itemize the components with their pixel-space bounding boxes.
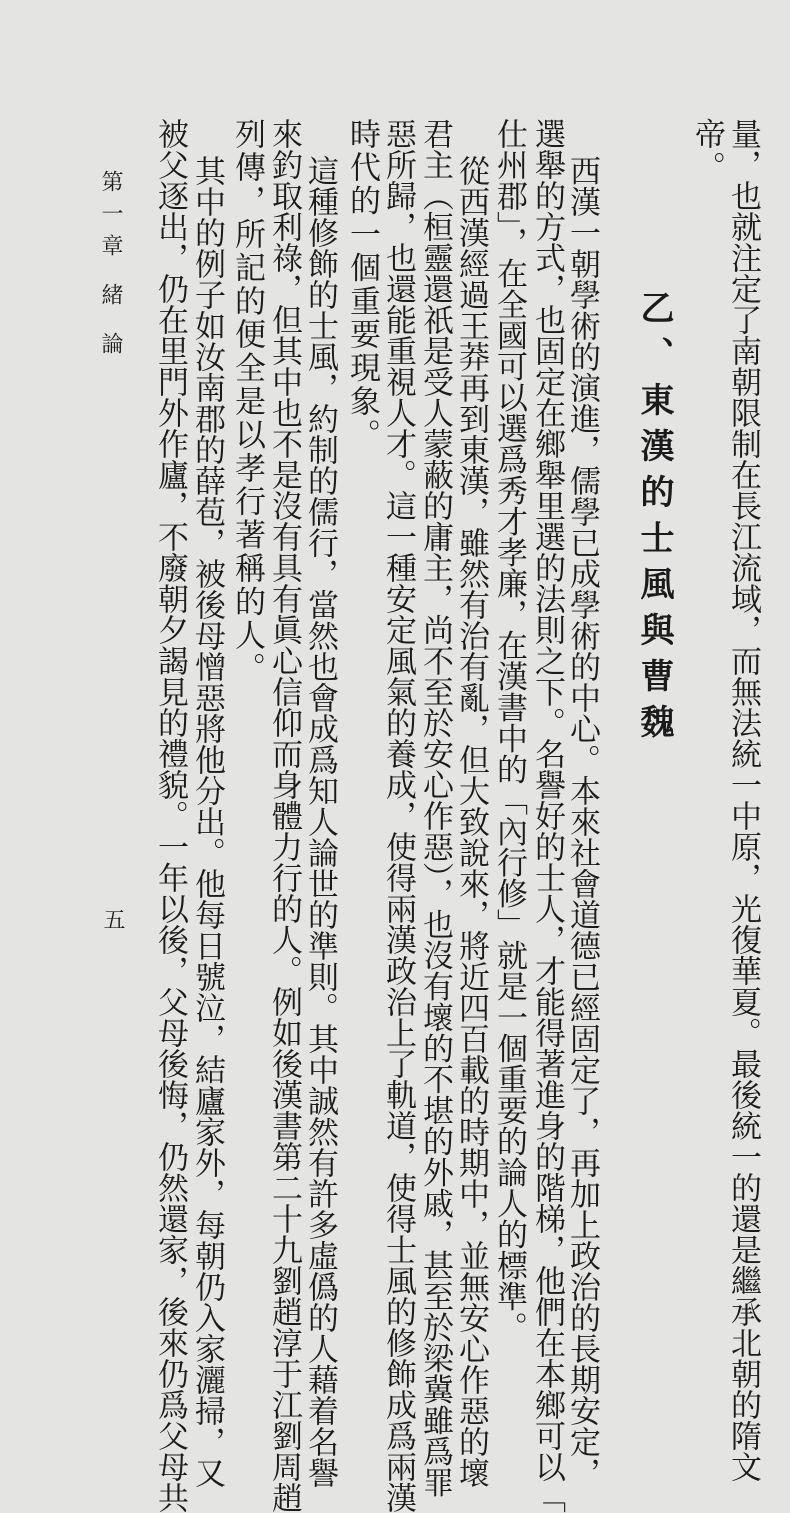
chapter-label: 第一章 緒 論 [98,170,123,364]
text-column: 仕州郡」，在全國可以選爲秀才孝廉，在漢書中的「內行修」就是一個重要的論人的標準。 [491,118,527,1343]
text-column: 被父逐出，仍在里門外作廬，不廢朝夕謁見的禮貌。一年以後，父母後悔，仍然還家，後來仍爲父母共 [152,118,188,1513]
text-column: 惡所歸，也還能重視人才。這一種安定風氣的養成，使得兩漢政治上了軌道，使得士風的修飾成爲兩漢 [380,118,416,1513]
text-column: 選舉的方式，也固定在鄉舉里選的法則之下。名譽好的士人，才能得著進身的階梯，他們在本鄉可以「 [529,118,565,1513]
text-column: 其中的例子如汝南郡的薛苞，被後母憎惡將他分出。他每日號泣，結廬家外，每朝仍入家灑掃，又 [189,155,225,1488]
text-column: 帝。 [689,118,725,185]
text-column: 時代的一個重要現象。 [344,118,380,452]
text-column: 這種修飾的士風，約制的儒行，當然也會成爲知人論世的準則。其中誠然有許多虛僞的人藉着名譽 [302,155,338,1488]
text-column: 量，也就注定了南朝限制在長江流域，而無法統一中原，光復華夏。最後統一的還是繼承北朝的隋文 [725,118,761,1482]
text-column: 西漢一朝學術的演進，儒學已成學術的中心。本來社會道德已經固定了，再加上政治的長期安定， [564,155,600,1488]
text-column: 來釣取利祿，但其中也不是沒有具有眞心信仰而身體力行的人。例如後漢書第二十九劉趙淳于江劉周趙 [266,118,302,1513]
text-column: 列傳，所記的便全是以孝行著稱的人。 [229,118,265,686]
page-number: 五 [100,908,125,930]
section-heading: 乙、東漢的士風與曹魏 [634,290,674,750]
text-column: 君主（桓靈還祇是受人蒙蔽的庸主，尚不至於安心作惡），也沒有壞的不堪的外戚，甚至於梁冀雖爲罪 [417,118,453,1498]
text-column: 從西漢經過王莽再到東漢，雖然有治有亂，但大致說來，將近四百載的時期中，並無安心作惡的壞 [453,155,489,1488]
